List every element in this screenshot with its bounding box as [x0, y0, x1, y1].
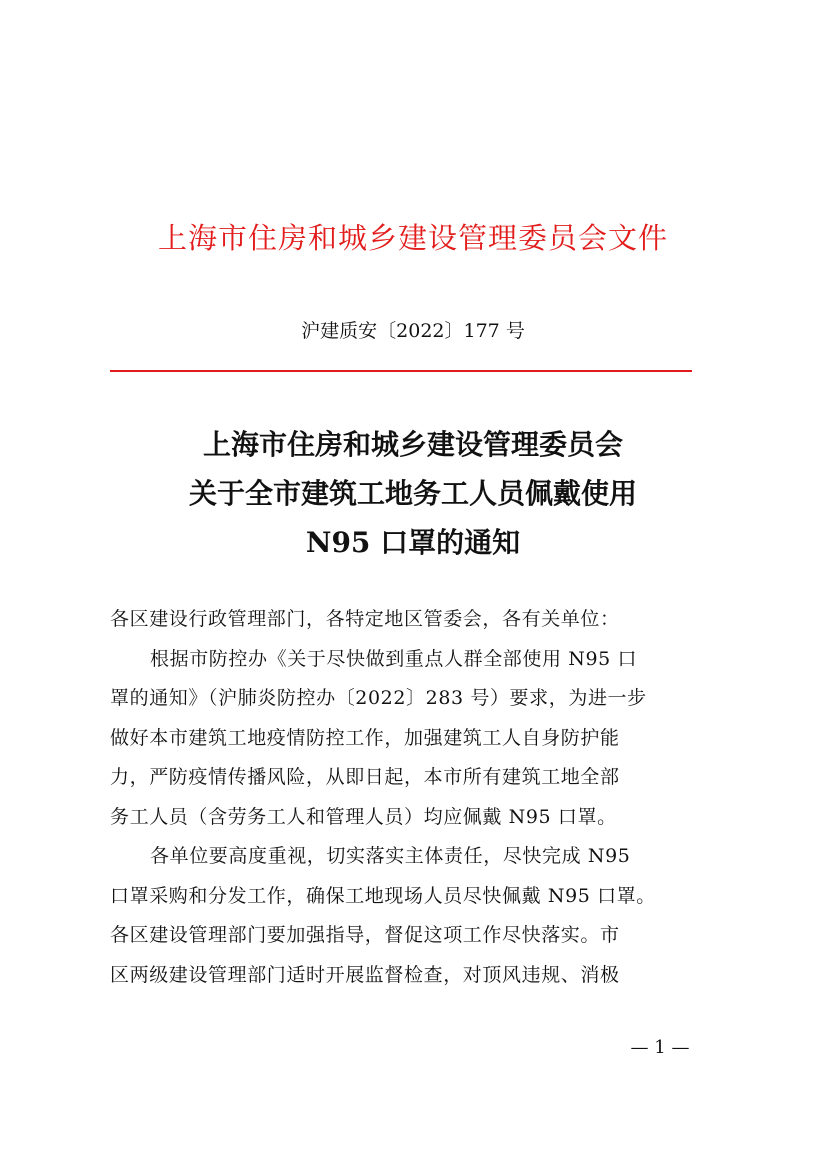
addressee-line: 各区建设行政管理部门，各特定地区管委会，各有关单位：	[110, 608, 620, 630]
notice-title	[0, 420, 826, 567]
page-number: — 1 —	[630, 1037, 690, 1058]
title-line-2: 关于全市建筑工地务工人员佩戴使用	[188, 477, 637, 510]
notice-body	[110, 600, 720, 995]
body-line: 务工人员（含劳务工人和管理人员）均应佩戴 N95 口罩。	[110, 805, 617, 828]
red-divider-line	[110, 370, 692, 372]
title-line-3: N95 口罩的通知	[305, 526, 521, 559]
body-line: 口罩采购和分发工作，确保工地现场人员尽快佩戴 N95 口罩。	[110, 884, 656, 907]
body-line: 根据市防控办《关于尽快做到重点人群全部使用 N95 口	[150, 647, 638, 670]
body-line: 罩的通知》（沪肺炎防控办〔2022〕283 号）要求，为进一步	[110, 687, 647, 709]
document-number: 沪建质安〔2022〕177 号	[301, 320, 525, 342]
title-line-1: 上海市住房和城乡建设管理委员会	[202, 428, 623, 461]
agency-file-header: 上海市住房和城乡建设管理委员会文件	[157, 221, 668, 255]
body-line: 做好本市建筑工地疫情防控工作，加强建筑工人自身防护能	[110, 726, 620, 749]
body-line: 力，严防疫情传播风险，从即日起，本市所有建筑工地全部	[110, 766, 620, 788]
body-line: 各单位要高度重视，切实落实主体责任，尽快完成 N95	[150, 845, 631, 867]
body-line: 各区建设管理部门要加强指导，督促这项工作尽快落实。市	[110, 924, 620, 946]
body-line: 区两级建设管理部门适时开展监督检查，对顶风违规、消极	[110, 963, 620, 986]
